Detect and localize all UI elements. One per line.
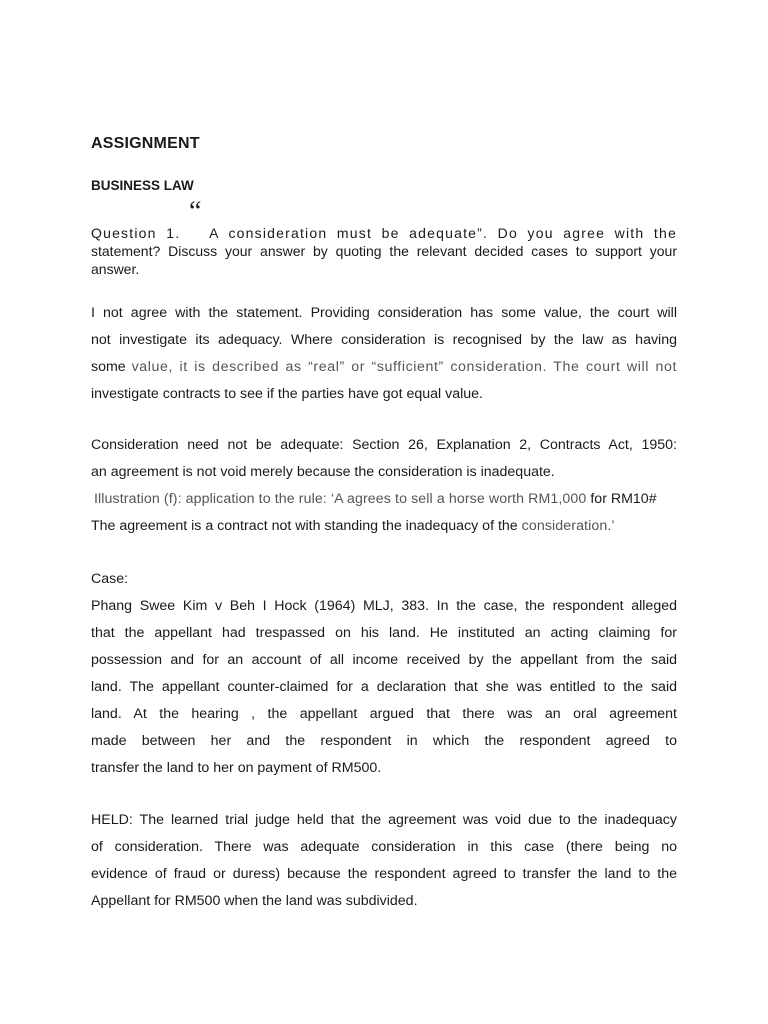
held-line: of consideration. There was adequate consideration in this case (there being no bbox=[91, 839, 677, 855]
paragraph-line-light: value, it is described as “real” or “sufficient” consideration. The court will not bbox=[131, 359, 677, 375]
paragraph-line: an agreement is not void merely because the consideration is inadequate. bbox=[91, 464, 555, 480]
question-text-line1: A consideration must be adequate”. Do you agree with the bbox=[209, 225, 677, 241]
illustration-block bbox=[91, 486, 677, 540]
case-line: Phang Swee Kim v Beh I Hock (1964) MLJ, 383. In the case, the respondent alleged bbox=[91, 598, 677, 614]
paragraph-line: investigate contracts to see if the parties have got equal value. bbox=[91, 386, 483, 402]
paragraph-adequacy bbox=[91, 300, 677, 408]
held-line: evidence of fraud or duress) because the respondent agreed to transfer the land to the bbox=[91, 866, 677, 882]
illustration-text-end: for RM10# bbox=[590, 491, 657, 507]
question-block bbox=[91, 224, 677, 278]
paragraph-line: not investigate its adequacy. Where consideration is recognised by the law as having bbox=[91, 332, 677, 348]
illustration-line bbox=[91, 486, 677, 513]
illustration-line bbox=[91, 513, 677, 540]
paragraph-line: Consideration need not be adequate: Section 26, Explanation 2, Contracts Act, 1950: bbox=[91, 437, 677, 453]
held-line: HELD: The learned trial judge held that the agreement was void due to the inadequacy bbox=[91, 812, 677, 828]
illustration-text-light: Illustration (f): application to the rule: ‘A agrees to sell a horse worth RM1,000 bbox=[94, 491, 587, 507]
held-block bbox=[91, 807, 677, 915]
paragraph-line-start: some bbox=[91, 359, 126, 375]
illustration-text-start: The agreement is a contract not with standing the inadequacy of the bbox=[91, 518, 518, 534]
paragraph-section26 bbox=[91, 432, 677, 486]
case-line: land. The appellant counter-claimed for a declaration that she was entitled to the said bbox=[91, 679, 677, 695]
paragraph-line bbox=[91, 354, 677, 381]
question-text-rest: statement? Discuss your answer by quoting the relevant decided cases to support your answer. bbox=[91, 243, 677, 277]
case-line: transfer the land to her on payment of RM500. bbox=[91, 760, 382, 776]
case-heading: Case: bbox=[91, 571, 129, 587]
case-line: that the appellant had trespassed on his land. He instituted an acting claiming for bbox=[91, 625, 677, 641]
case-line: possession and for an account of all income received by the appellant from the said bbox=[91, 652, 677, 668]
case-line: made between her and the respondent in which the respondent agreed to bbox=[91, 733, 677, 749]
illustration-text-light: consideration.’ bbox=[521, 518, 615, 534]
held-line: Appellant for RM500 when the land was subdivided. bbox=[91, 893, 418, 909]
document-subtitle: BUSINESS LAW bbox=[91, 178, 194, 193]
paragraph-line: I not agree with the statement. Providing consideration has some value, the court will bbox=[91, 305, 677, 321]
question-label: Question 1. bbox=[91, 225, 181, 241]
case-line: land. At the hearing , the appellant argued that there was an oral agreement bbox=[91, 706, 677, 722]
document-title: ASSIGNMENT bbox=[91, 135, 200, 152]
question-first-line bbox=[91, 224, 677, 242]
case-block bbox=[91, 566, 677, 782]
opening-quote-mark: “ bbox=[189, 196, 202, 227]
